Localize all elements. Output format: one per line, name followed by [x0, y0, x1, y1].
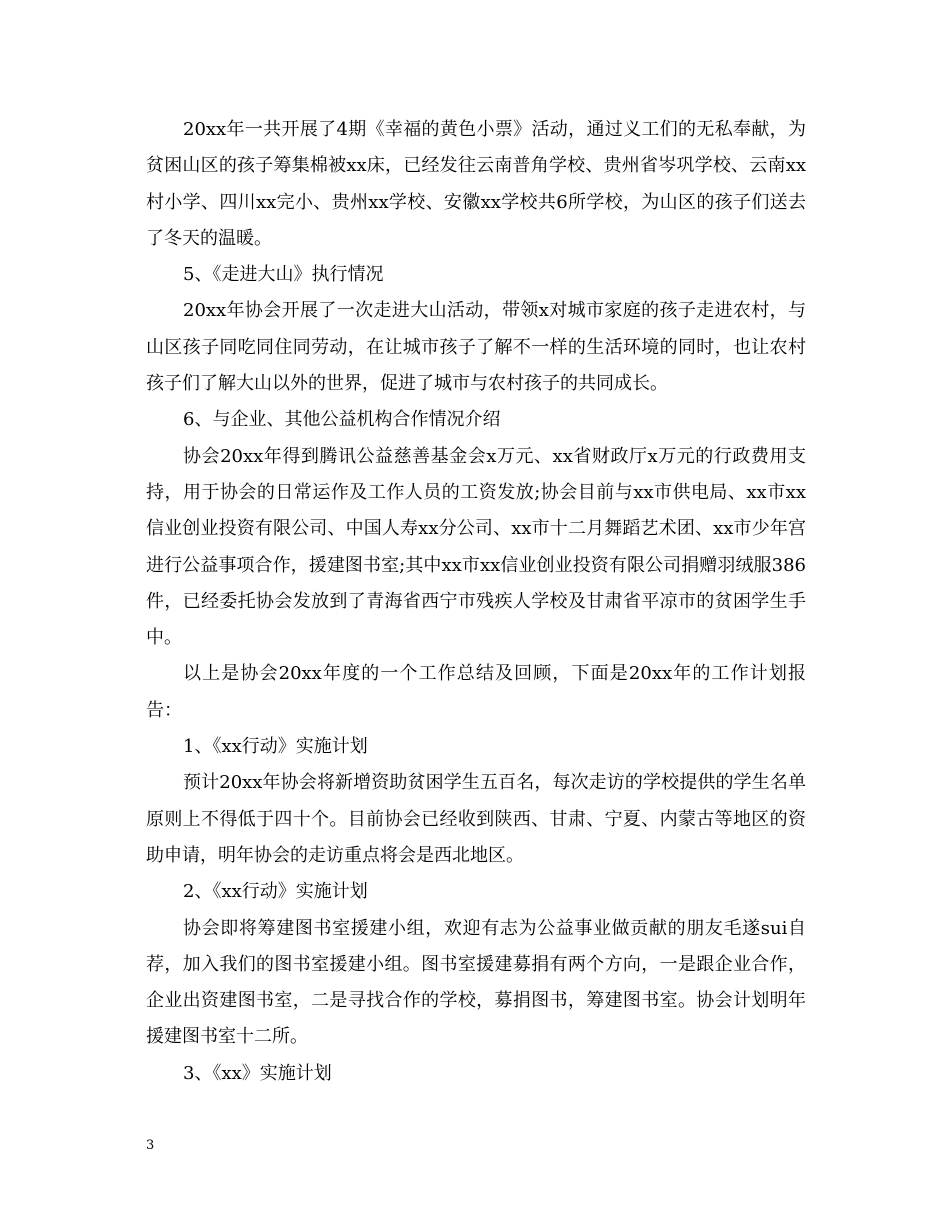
section-heading-5: 5、《走进大山》执行情况	[183, 264, 384, 286]
page-number: 3	[146, 1138, 155, 1153]
section-heading-6: 6、与企业、其他公益机构合作情况介绍	[183, 409, 501, 431]
paragraph-plan-2: 协会即将筹建图书室援建小组，欢迎有志为公益事业做贡献的朋友毛遂sui自荐，加入我们的图书室援建小组。图书室援建募捐有两个方向，一是跟企业合作，企业出资建图书室，二是寻找合作的学校，募捐图书，筹建图书室。协会计划明年援建图书室十二所。	[146, 917, 806, 1048]
plan-heading-1: 1、《xx行动》实施计划	[183, 736, 368, 758]
paragraph-yellow-ticket-activity: 20xx年一共开展了4期《幸福的黄色小票》活动，通过义工们的无私奉献，为贫困山区的孩子筹集棉被xx床，已经发往云南普角学校、贵州省岑巩学校、云南xx村小学、四川xx完小、贵州xx学校、安徽xx学校共6所学校，为山区的孩子们送去了冬天的温暖。	[146, 119, 806, 249]
paragraph-mountain-activity: 20xx年协会开展了一次走进大山活动，带领x对城市家庭的孩子走进农村，与山区孩子同吃同住同劳动，在让城市孩子了解不一样的生活环境的同时，也让农村孩子们了解大山以外的世界，促进了城市与农村孩子的共同成长。	[146, 300, 806, 395]
paragraph-summary-intro: 以上是协会20xx年度的一个工作总结及回顾，下面是20xx年的工作计划报告：	[146, 663, 806, 721]
plan-heading-3: 3、《xx》实施计划	[183, 1062, 332, 1084]
document-body	[146, 112, 806, 1092]
paragraph-plan-1: 预计20xx年协会将新增资助贫困学生五百名，每次走访的学校提供的学生名单原则上不得低于四十个。目前协会已经收到陕西、甘肃、宁夏、内蒙古等地区的资助申请，明年协会的走访重点将会是西北地区。	[146, 772, 806, 866]
plan-heading-2: 2、《xx行动》实施计划	[183, 881, 368, 903]
paragraph-cooperation: 协会20xx年得到腾讯公益慈善基金会x万元、xx省财政厅x万元的行政费用支持，用于协会的日常运作及工作人员的工资发放;协会目前与xx市供电局、xx市xx信业创业投资有限公司、中国人寿xx分公司、xx市十二月舞蹈艺术团、xx市少年宫进行公益事项合作，援建图书室;其中xx市xx信业创业投资有限公司捐赠羽绒服386件，已经委托协会发放到了青海省西宁市残疾人学校及甘肃省平凉市的贫困学生手中。	[146, 445, 806, 649]
